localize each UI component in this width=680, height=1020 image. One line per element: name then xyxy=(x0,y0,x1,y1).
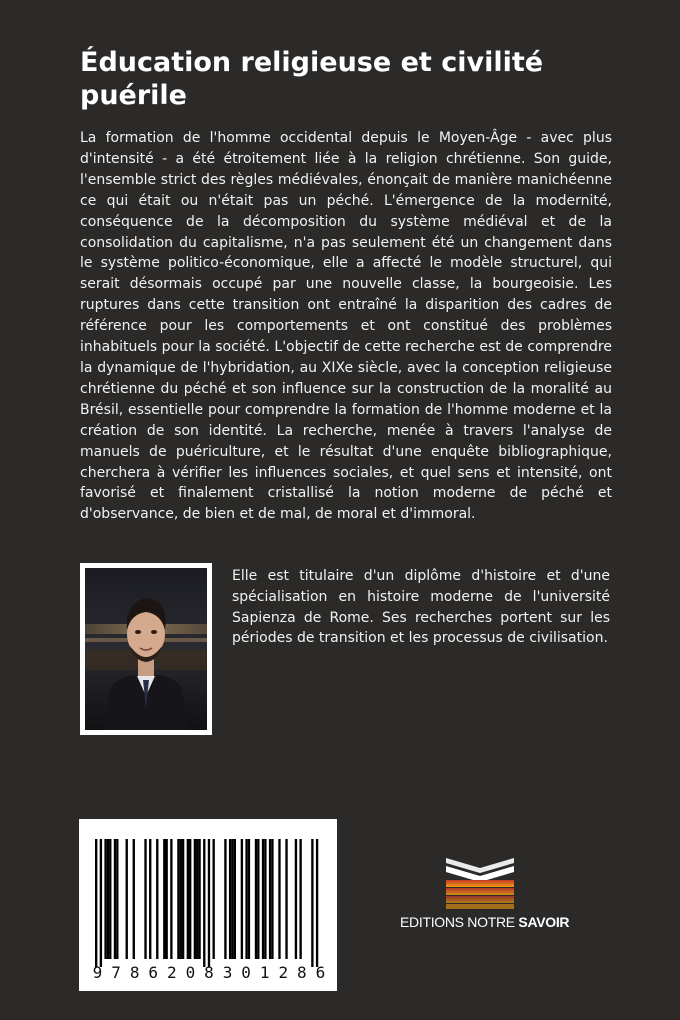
barcode-bar xyxy=(271,839,273,959)
barcode-bar xyxy=(116,839,118,959)
barcode-bar xyxy=(248,839,250,959)
publisher-name xyxy=(400,914,570,930)
author-photo xyxy=(80,563,212,735)
barcode-bar xyxy=(196,839,198,959)
barcode-bar xyxy=(163,839,165,959)
barcode-bar xyxy=(166,839,168,959)
barcode-bar xyxy=(285,839,287,959)
barcode-bar xyxy=(255,839,257,959)
barcode-bar xyxy=(182,839,184,959)
barcode-bar xyxy=(231,839,233,959)
book-summary: La formation de l'homme occidental depuis le Moyen-Âge - avec plus d'intensité - a été étroitement liée à la religion chrétienne. Son guide, l'ensemble strict des règles médiévales, énonçait de manière manichéenne ce qui était ou n'était pas un péché. L'émergence de la modernité, conséquence de la décomposition du système médiéval et de la consolidation du capitalisme, n'a pas seulement été un changement dans le système politico-économique, elle a affecté le modèle structurel, qui serait désormais occupé par une nouvelle classe, la bourgeoisie. Les ruptures dans cette transition ont entraîné la disparition des cadres de référence pour les comportements et ont constitué des problèmes inhabituels pour la société. L'objectif de cette recherche est de comprendre la dynamique de l'hybridation, au XIXe siècle, avec la conception religieuse chrétienne du péché et son influence sur la construction de la moralité au Brésil, essentielle pour comprendre la formation de l'homme moderne et la création de son identité. La recherche, menée à travers l'analyse de manuels de puériculture, et le résultat d'une enquête bibliographique, cherchera à vérifier les influences sociales, et quel sens et intensité, ont favorisé et finalement cristallisé la notion moderne de péché et d'observance, de bien et de mal, de moral et d'immoral. xyxy=(80,130,612,523)
publisher-name-prefix: EDITIONS NOTRE xyxy=(400,914,519,930)
barcode-bar xyxy=(198,839,200,959)
barcode-bar xyxy=(224,839,226,959)
barcode-bar xyxy=(187,839,189,959)
barcode-bar xyxy=(95,839,97,967)
barcode-bar xyxy=(245,839,247,959)
barcode-bar xyxy=(269,839,271,959)
barcode-bar xyxy=(107,839,109,959)
isbn-digit: 6 xyxy=(148,963,159,982)
barcode-bar xyxy=(180,839,182,959)
barcode-bar xyxy=(208,839,210,967)
barcode-bar xyxy=(144,839,146,959)
barcode-bar xyxy=(262,839,264,959)
barcode-bar xyxy=(241,839,243,959)
isbn-digit: 2 xyxy=(166,963,177,982)
book-title: Éducation religieuse et civilité puérile xyxy=(80,47,544,111)
barcode-bar xyxy=(234,839,236,959)
barcode-bar xyxy=(299,839,301,959)
isbn-digit: 8 xyxy=(297,963,307,982)
barcode-bar xyxy=(295,839,297,959)
isbn-number xyxy=(89,963,329,982)
isbn-digit: 6 xyxy=(315,963,326,982)
barcode-bar xyxy=(126,839,128,959)
barcode-bar xyxy=(278,839,280,959)
barcode-bar xyxy=(229,839,231,959)
isbn-digit: 2 xyxy=(278,963,289,982)
publisher-book-logo-icon xyxy=(440,852,520,912)
barcode-bar xyxy=(213,839,215,959)
barcode-bar xyxy=(177,839,179,959)
barcode-bar xyxy=(104,839,106,959)
isbn-barcode xyxy=(79,819,337,991)
barcode-bar xyxy=(133,839,135,959)
isbn-digit: 0 xyxy=(241,963,251,982)
barcode-bar xyxy=(311,839,313,967)
isbn-digit: 7 xyxy=(111,963,121,982)
isbn-digit: 0 xyxy=(185,963,196,982)
isbn-digit: 8 xyxy=(204,963,214,982)
barcode-bars xyxy=(79,819,337,969)
barcode-bar xyxy=(203,839,205,967)
barcode-bar xyxy=(189,839,191,959)
barcode-bar xyxy=(149,839,151,959)
isbn-digit: 3 xyxy=(222,963,233,982)
barcode-bar xyxy=(156,839,158,959)
barcode-bar xyxy=(100,839,102,967)
publisher-name-bold: SAVOIR xyxy=(518,914,570,930)
barcode-bar xyxy=(194,839,196,959)
barcode-bar xyxy=(257,839,259,959)
isbn-digit: 8 xyxy=(129,963,140,982)
barcode-bar xyxy=(114,839,116,959)
barcode-bar xyxy=(109,839,111,959)
barcode-bar xyxy=(316,839,318,967)
barcode-bar xyxy=(264,839,266,959)
isbn-digit: 9 xyxy=(92,963,103,982)
barcode-bar xyxy=(170,839,172,959)
isbn-digit: 1 xyxy=(259,963,270,982)
author-bio: Elle est titulaire d'un diplôme d'histoire et d'une spécialisation en histoire moderne de l'université Sapienza de Rome. Ses recherches portent sur les périodes de transition et les processus de civilisation. xyxy=(232,568,610,647)
